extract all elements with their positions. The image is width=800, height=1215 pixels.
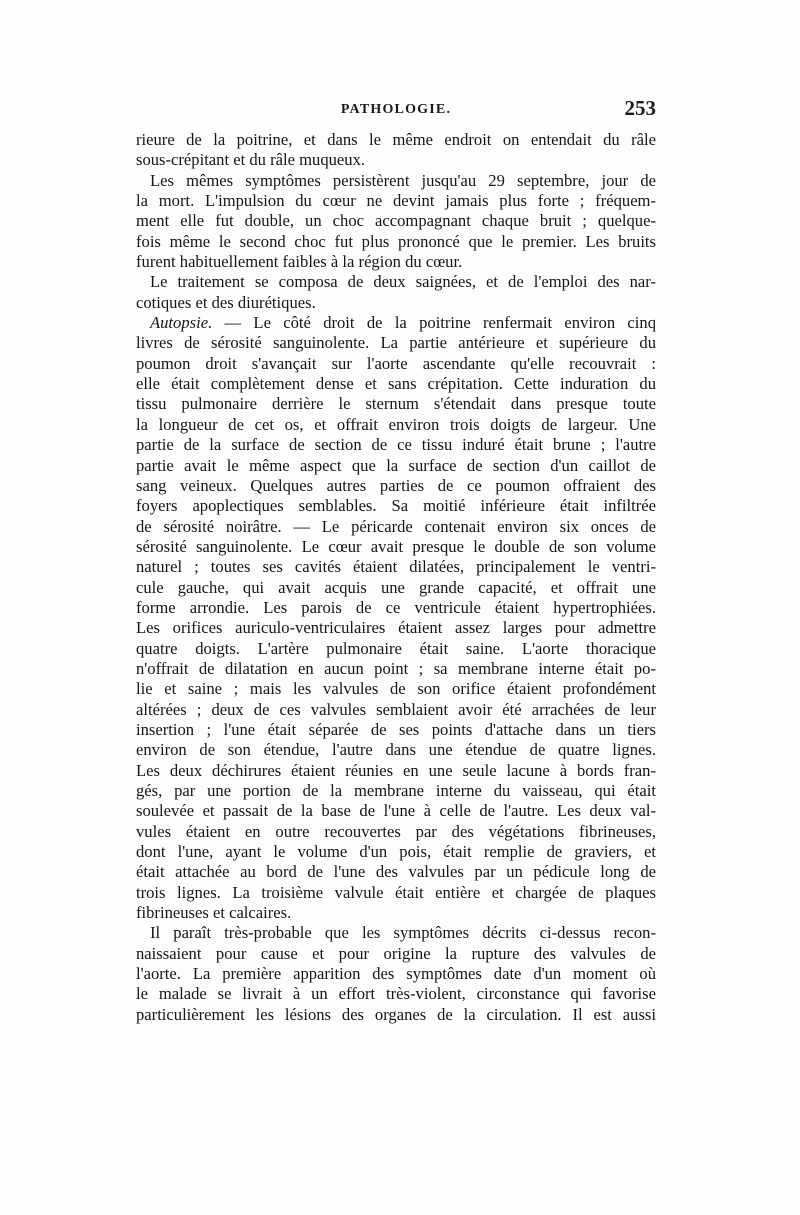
text-line-content: dont l'une, ayant le volume d'un pois, était remplie de graviers, et [136,842,656,862]
text-line-content: tissu pulmonaire derrière le sternum s'étendait dans presque toute [136,394,656,414]
body-text [136,130,656,1025]
text-line-content: naturel ; toutes ses cavités étaient dilatées, principalement le ventri- [136,557,656,577]
text-line-content: la mort. L'impulsion du cœur ne devint jamais plus forte ; fréquem- [136,191,656,211]
text-line-content: fois même le second choc fut plus prononcé que le premier. Les bruits [136,231,656,251]
text-line [136,700,656,720]
text-line-content: naissaient pour cause et pour origine la rupture des valvules de [136,943,656,963]
text-line [136,903,656,923]
text-line-content: forme arrondie. Les parois de ce ventricule étaient hypertrophiées. [136,597,656,617]
text-line-content: partie avait le même aspect que la surface de section d'un caillot de [136,455,656,475]
text-line [136,537,656,557]
text-line [136,923,656,943]
text-line [136,842,656,862]
text-line-content: le malade se livrait à un effort très-violent, circonstance qui favorise [136,984,656,1004]
text-line [136,862,656,882]
text-line-content: ment elle fut double, un choc accompagnant chaque bruit ; quelque- [136,211,656,231]
section-label: Autopsie. [150,313,213,333]
text-line [136,272,656,292]
text-line-content: sang veineux. Quelques autres parties de ce poumon offraient des [136,475,656,495]
text-line-content: fibrineuses et calcaires. [136,903,292,923]
text-line [136,578,656,598]
text-line [136,801,656,821]
text-line-content: poumon droit s'avançait sur l'aorte ascendante qu'elle recouvrait : [136,353,656,373]
text-line [136,883,656,903]
text-line [136,618,656,638]
text-line [136,517,656,537]
text-line [136,639,656,659]
text-line-content: l'aorte. La première apparition des symptômes date d'un moment où [136,964,656,984]
text-line-content: particulièrement les lésions des organes de la circulation. Il est aussi [136,1004,656,1024]
text-line-content: n'offrait de dilatation en aucun point ; sa membrane interne était po- [136,658,656,678]
text-line [136,740,656,760]
text-line-content: était attachée au bord de l'une des valvules par un pédicule long de [136,862,656,882]
text-line [136,476,656,496]
text-line [136,252,656,272]
text-line-content: altérées ; deux de ces valvules semblaient avoir été arrachées de leur [136,699,656,719]
text-line-content: cule gauche, qui avait acquis une grande capacité, et offrait une [136,577,656,597]
text-line-content: soulevée et passait de la base de l'une à celle de l'autre. Les deux val- [136,801,656,821]
text-line [136,781,656,801]
text-line-content: gés, par une portion de la membrane interne du vaisseau, qui était [136,781,656,800]
text-line [136,598,656,618]
text-line [136,720,656,740]
text-line-content: cotiques et des diurétiques. [136,292,316,312]
text-line-content: rieure de la poitrine, et dans le même endroit on entendait du râle [136,130,656,149]
text-line [136,456,656,476]
text-line [136,679,656,699]
text-line [136,191,656,211]
text-line [136,557,656,577]
text-line-content: foyers apoplectiques semblables. Sa moitié inférieure était infiltrée [136,496,656,516]
text-line [136,822,656,842]
text-line-content: Il paraît très-probable que les symptômes décrits ci-dessus recon- [150,923,656,943]
text-line-content: Les orifices auriculo-ventriculaires étaient assez larges pour admettre [136,618,656,638]
text-line-content: lie et saine ; mais les valvules de son orifice étaient profondément [136,679,656,699]
text-line-content: de sérosité noirâtre. — Le péricarde contenait environ six onces de [136,516,656,536]
text-line-content: Les mêmes symptômes persistèrent jusqu'au 29 septembre, jour de [150,170,656,190]
text-line [136,130,656,150]
text-line [136,435,656,455]
text-line [136,761,656,781]
running-head: PATHOLOGIE. [340,102,452,117]
text-line [136,150,656,170]
text-line-content: sérosité sanguinolente. Le cœur avait presque le double de son volume [136,536,656,556]
text-line [136,211,656,231]
text-line-content: partie de la surface de section de ce tissu induré était brune ; l'autre [136,435,656,455]
text-line [136,1005,656,1025]
text-line-content: furent habituellement faibles à la région du cœur. [136,252,463,272]
text-line-content: vules étaient en outre recouvertes par des végétations fibrineuses, [136,821,656,841]
text-line-content: livres de sérosité sanguinolente. La partie antérieure et supérieure du [136,333,656,353]
text-line-content: environ de son étendue, l'autre dans une étendue de quatre lignes. [136,740,656,760]
text-line-content: quatre doigts. L'artère pulmonaire était saine. L'aorte thoracique [136,638,656,658]
text-line [136,964,656,984]
text-line [136,944,656,964]
text-line-content: — Le côté droit de la poitrine renfermait environ cinq [224,313,656,333]
text-line [136,232,656,252]
text-line [136,354,656,374]
text-line [136,394,656,414]
text-line [136,415,656,435]
text-line [136,171,656,191]
text-line [136,313,656,333]
text-line [136,293,656,313]
text-line [136,374,656,394]
page-header [136,96,656,126]
text-line-content: Le traitement se composa de deux saignées, et de l'emploi des nar- [150,272,656,292]
text-line-content: la longueur de cet os, et offrait environ trois doigts de largeur. Une [136,414,656,434]
text-line [136,496,656,516]
text-line-content: insertion ; l'une était séparée de ses points d'attache dans un tiers [136,719,656,739]
text-line [136,984,656,1004]
text-line [136,659,656,679]
text-line [136,333,656,353]
text-line-content: trois lignes. La troisième valvule était entière et chargée de plaques [136,882,656,902]
page-number: 253 [624,96,656,120]
text-line-content: Les deux déchirures étaient réunies en une seule lacune à bords fran- [136,760,656,780]
text-line-content: sous-crépitant et du râle muqueux. [136,150,366,170]
text-line-content: elle était complètement dense et sans crépitation. Cette induration du [136,374,656,394]
